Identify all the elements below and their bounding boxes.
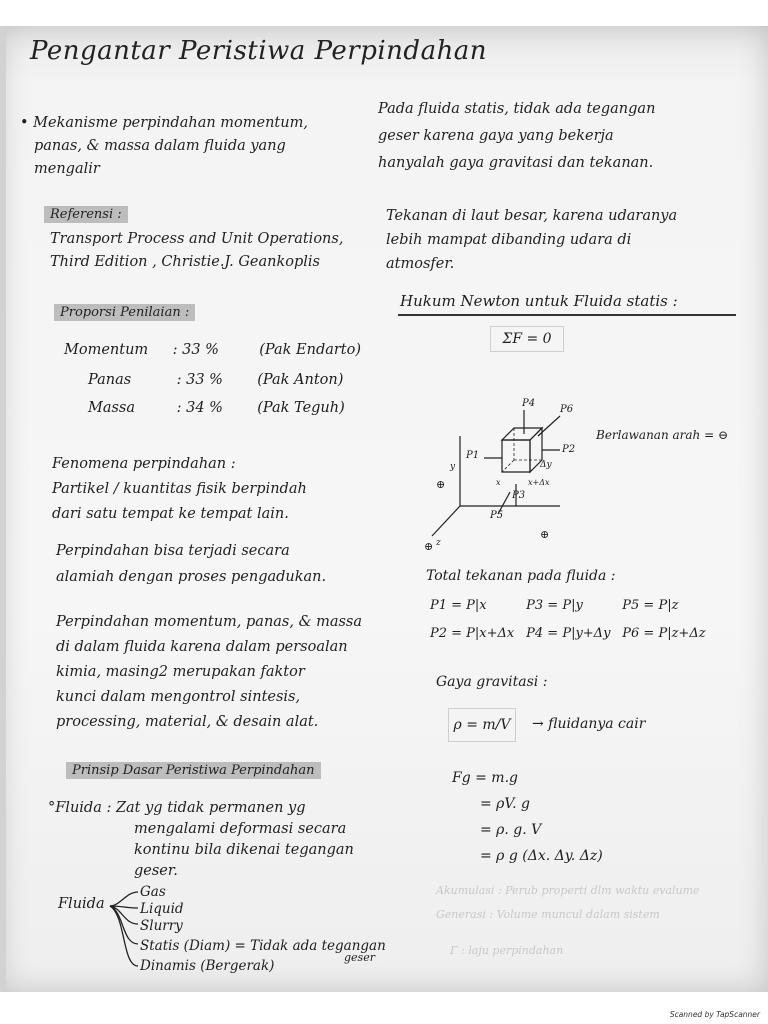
faint-note: Generasi : Volume muncul dalam sistem	[436, 908, 660, 921]
pressure-eq: P4 = P|y+Δy	[526, 626, 611, 641]
text-line: kunci dalam mengontrol sintesis,	[56, 689, 301, 705]
fg-line: = ρ g (Δx. Δy. Δz)	[480, 848, 603, 864]
text-line: atmosfer.	[386, 256, 455, 272]
proporsi-pct: : 33 %	[176, 372, 223, 388]
proporsi-name: Momentum	[64, 342, 149, 358]
fluida-tree-item: Slurry	[140, 918, 183, 934]
prinsip-label: Prinsip Dasar Peristiwa Perpindahan	[66, 762, 321, 779]
density-note: → fluidanya cair	[532, 716, 646, 732]
z-axis-label: z	[436, 538, 441, 548]
text-line: Perpindahan momentum, panas, & massa	[56, 614, 363, 630]
gaya-gravitasi-label: Gaya gravitasi :	[436, 674, 548, 690]
delta-y-label: Δy	[540, 460, 552, 470]
text-line: Partikel / kuantitas fisik berpindah	[52, 481, 307, 497]
referensi-text	[50, 228, 343, 274]
text-line: kontinu bila dikenai tegangan	[134, 842, 354, 858]
fluida-tree-item: Gas	[140, 884, 166, 900]
y-axis-label: y	[450, 462, 456, 472]
fluida-tree-root: Fluida	[58, 896, 105, 912]
notebook-page	[0, 26, 768, 992]
proporsi-name: Massa	[88, 400, 136, 416]
text-line: di dalam fluida karena dalam persoalan	[56, 639, 348, 655]
faint-note: Γ : laju perpindahan	[450, 944, 564, 957]
fluida-tree-item: Liquid	[140, 901, 184, 917]
pressure-label-p6: P6	[560, 404, 574, 415]
pressure-row	[430, 626, 706, 641]
fg-line: = ρV. g	[480, 796, 530, 812]
text-line: • Mekanisme perpindahan momentum,	[20, 115, 308, 131]
text-line: dari satu tempat ke tempat lain.	[52, 506, 289, 522]
text-line: Tekanan di laut besar, karena udaranya	[386, 208, 678, 224]
intro-bullet	[20, 112, 308, 181]
x-label: x	[496, 478, 501, 487]
text-line: geser karena gaya yang bekerja	[378, 128, 614, 144]
fenomena-block	[52, 452, 307, 527]
statis-block	[378, 96, 655, 177]
proporsi-who: (Pak Anton)	[257, 372, 344, 388]
perpindahan-block-1	[56, 538, 326, 590]
text-line: Third Edition , Christie.J. Geankoplis	[50, 254, 320, 270]
total-tekanan-label: Total tekanan pada fluida :	[426, 568, 616, 584]
pressure-eq: P1 = P|x	[430, 598, 487, 613]
fluida-tree-note: geser	[344, 951, 375, 964]
proporsi-label: Proporsi Penilaian :	[54, 304, 195, 321]
pressure-row	[430, 598, 678, 613]
fg-line: = ρ. g. V	[480, 822, 542, 838]
fluida-definition	[48, 798, 354, 882]
text-line: °Fluida : Zat yg tidak permanen yg	[48, 800, 306, 816]
proporsi-row	[88, 400, 345, 416]
text-line: processing, material, & desain alat.	[56, 714, 319, 730]
pressure-label-p1: P1	[466, 450, 480, 461]
sum-force-equation: ΣF = 0	[490, 326, 564, 352]
perpindahan-block-2	[56, 610, 362, 735]
referensi-label: Referensi :	[44, 206, 128, 223]
density-equation: ρ = m/V	[448, 708, 516, 742]
fg-line: Fg = m.g	[452, 770, 518, 786]
pressure-eq: P2 = P|x+Δx	[430, 626, 515, 641]
pressure-label-p4: P4	[522, 398, 536, 409]
proporsi-pct: : 34 %	[176, 400, 223, 416]
scanner-footer: Scanned by TapScanner	[669, 1010, 760, 1019]
plus-sign: ⊕	[424, 540, 434, 553]
text-line: Transport Process and Unit Operations,	[50, 231, 344, 247]
proporsi-row	[88, 372, 343, 388]
fluida-tree-item: Statis (Diam) = Tidak ada tegangan	[140, 938, 386, 954]
text-line: geser.	[134, 863, 178, 879]
proporsi-who: (Pak Teguh)	[257, 400, 345, 416]
pressure-label-p3: P3	[512, 490, 526, 501]
proporsi-who: (Pak Endarto)	[259, 342, 362, 358]
fluid-element-diagram	[420, 396, 630, 566]
text-line: Pada fluida statis, tidak ada tegangan	[378, 101, 656, 117]
proporsi-name: Panas	[88, 372, 132, 388]
heading-underline	[398, 314, 736, 316]
proporsi-pct: : 33 %	[172, 342, 219, 358]
berlawanan-note: Berlawanan arah = ⊖	[596, 428, 729, 442]
tekanan-block	[386, 204, 677, 276]
plus-sign: ⊕	[436, 478, 446, 491]
pressure-label-p2: P2	[562, 444, 576, 455]
page-title: Pengantar Peristiwa Perpindahan	[30, 36, 488, 66]
text-line: hanyalah gaya gravitasi dan tekanan.	[378, 155, 654, 171]
text-line: Fenomena perpindahan :	[52, 456, 236, 472]
text-line: lebih mampat dibanding udara di	[386, 232, 632, 248]
faint-note: Akumulasi : Perub properti dlm waktu evalume	[436, 884, 700, 897]
plus-sign: ⊕	[540, 528, 550, 541]
proporsi-row	[64, 342, 361, 358]
pressure-label-p5: P5	[490, 510, 504, 521]
text-line: kimia, masing2 merupakan faktor	[56, 664, 305, 680]
text-line: Perpindahan bisa terjadi secara	[56, 543, 290, 559]
pressure-eq: P5 = P|z	[622, 598, 679, 613]
text-line: mengalami deformasi secara	[134, 821, 347, 837]
text-line: alamiah dengan proses pengadukan.	[56, 569, 327, 585]
pressure-eq: P6 = P|z+Δz	[622, 626, 706, 641]
text-line: mengalir	[34, 161, 100, 177]
fluida-tree-item: Dinamis (Bergerak)	[140, 958, 275, 974]
hukum-newton-heading: Hukum Newton untuk Fluida statis :	[400, 292, 678, 310]
text-line: panas, & massa dalam fluida yang	[34, 138, 286, 154]
pressure-eq: P3 = P|y	[526, 598, 583, 613]
x-plus-dx-label: x+Δx	[528, 478, 550, 487]
